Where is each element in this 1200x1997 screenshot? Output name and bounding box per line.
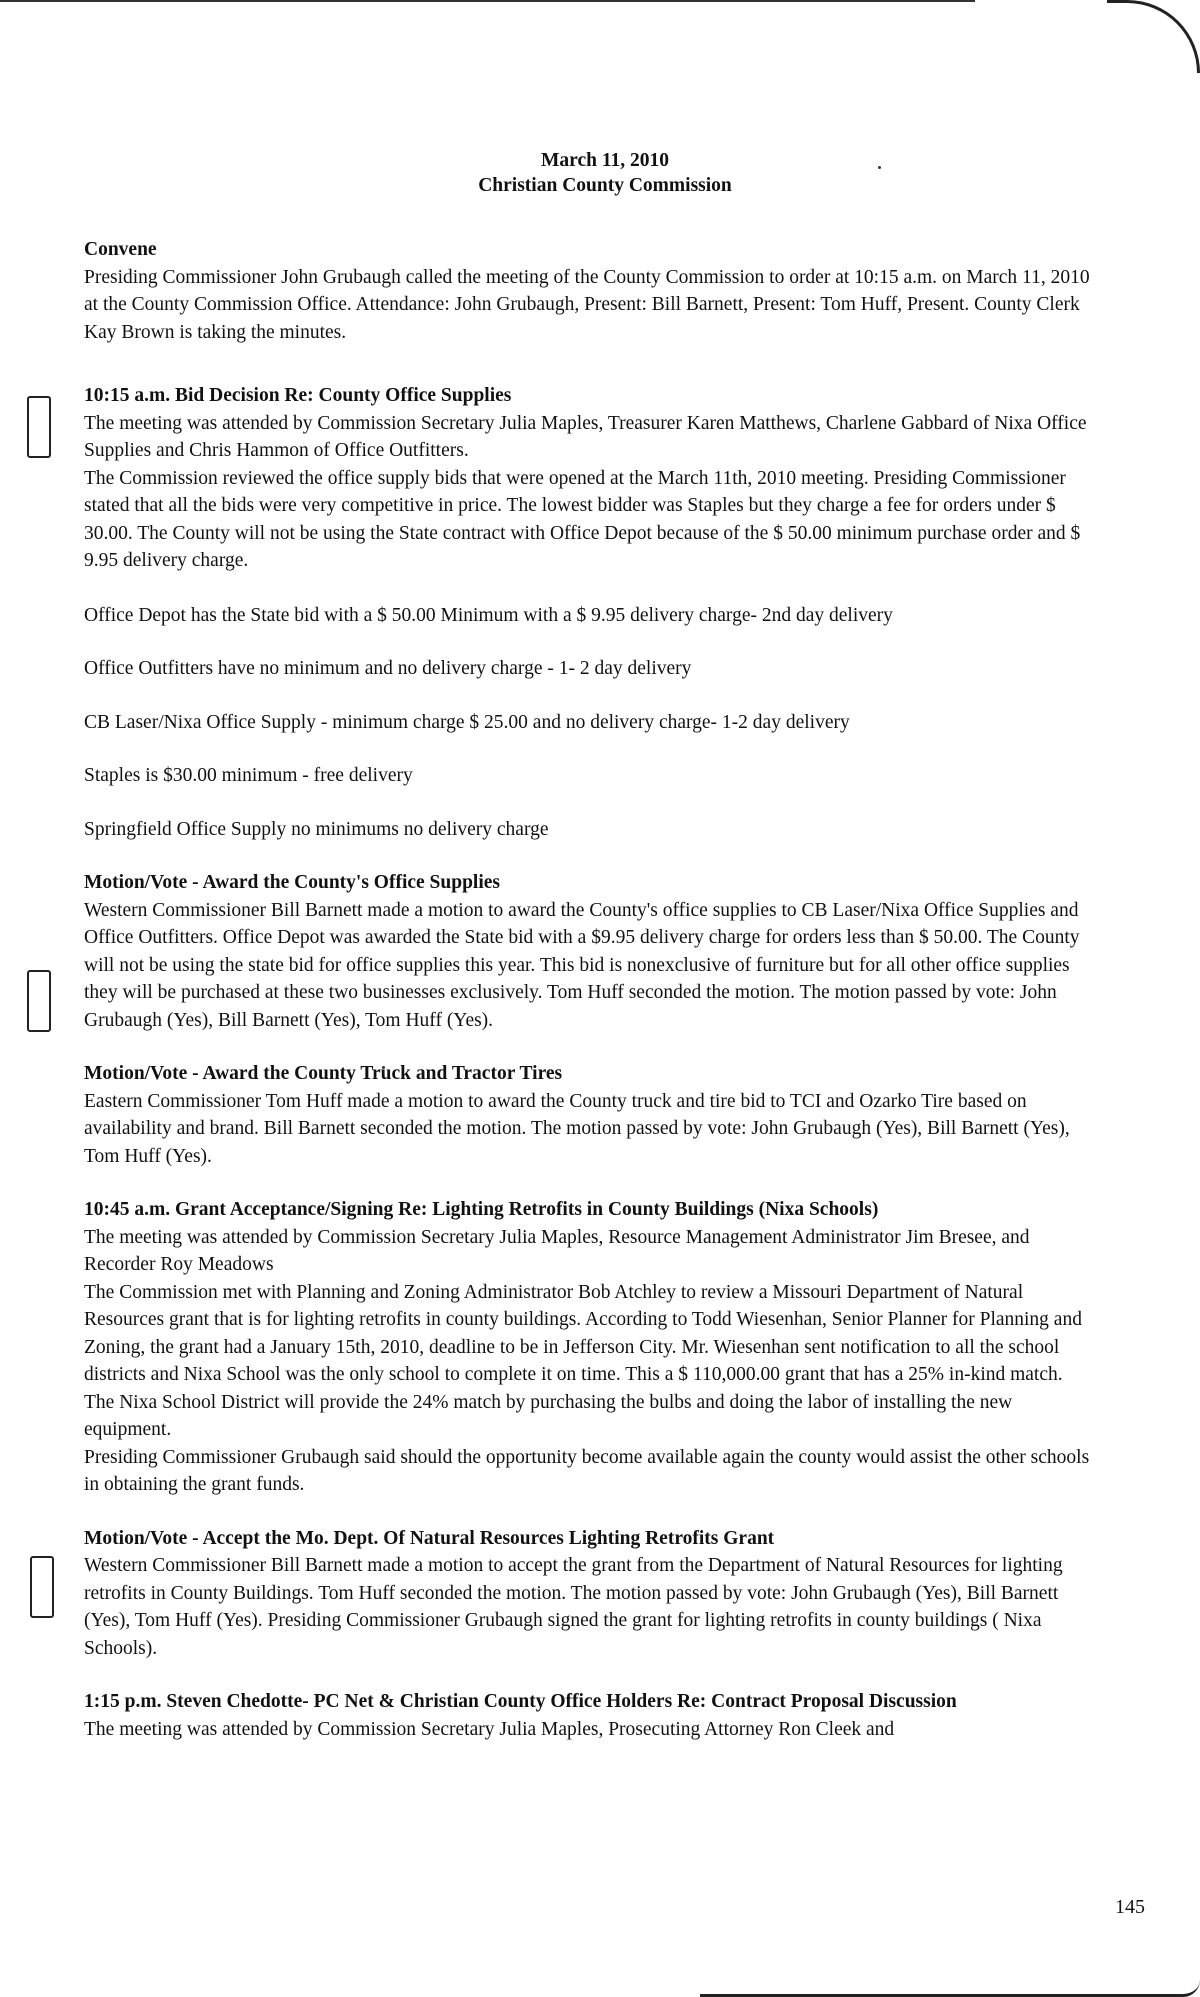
section-paragraph: The Commission met with Planning and Zoning Administrator Bob Atchley to review a Missouri Department of Natural Resources grant that is for lighting retrofits in county buildings. According to Todd Wiesenhan, Senior Planner for Planning and Zoning, the grant had a January 15th, 2010, deadline to be in Jefferson City. Mr. Wiesenhan sent notification to all the school districts and Nixa School was the only school to complete it on time. This a $ 110,000.00 grant that has a 25% in-kind match. The Nixa School District will provide the 24% match by purchasing the bulbs and doing the labor of installing the new equipment. — [84, 1281, 1082, 1440]
bid-line: CB Laser/Nixa Office Supply - minimum charge $ 25.00 and no delivery charge- 1-2 day delivery — [84, 711, 850, 733]
bid-line: Springfield Office Supply no minimums no delivery charge — [84, 818, 549, 840]
section-heading: Motion/Vote - Award the County's Office Supplies — [84, 872, 501, 893]
section-paragraph: Presiding Commissioner John Grubaugh called the meeting of the County Commission to order at 10:15 a.m. on March 11, 2010 at the County Commission Office. Attendance: John Grubaugh, Present: Bill Barnett, Present: Tom Huff, Present. County Clerk Kay Brown is taking the minutes. — [84, 266, 1090, 343]
bid-line: Office Depot has the State bid with a $ 50.00 Minimum with a $ 9.95 delivery charge- 2nd day delivery — [84, 604, 893, 626]
page-edge-top — [0, 0, 975, 5]
section-convene — [84, 236, 1094, 346]
section-heading: Convene — [84, 239, 157, 260]
section-heading: Motion/Vote - Award the County Truck and Tractor Tires — [84, 1063, 563, 1084]
margin-bracket — [27, 396, 51, 458]
meeting-date: March 11, 2010 — [540, 150, 669, 171]
minutes-body — [84, 236, 1094, 1743]
bid-line: Office Outfitters have no minimum and no delivery charge - 1- 2 day delivery — [84, 658, 692, 679]
section-motion-office-supplies — [84, 869, 1094, 1034]
bid-line: Staples is $30.00 minimum - free delivery — [84, 765, 413, 786]
section-motion-tires — [84, 1060, 1094, 1170]
section-paragraph: Eastern Commissioner Tom Huff made a motion to award the County truck and tire bid to TCI and Ozarko Tire based on availability and brand. Bill Barnett seconded the motion. The motion passed by vote: John Grubaugh (Yes), Bill Barnett (Yes), Tom Huff (Yes). — [84, 1090, 1070, 1167]
section-paragraph: The meeting was attended by Commission Secretary Julia Maples, Resource Management Administrator Jim Bresee, and Recorder Roy Meadows — [84, 1226, 1030, 1275]
section-heading: 10:15 a.m. Bid Decision Re: County Office Supplies — [84, 385, 512, 406]
section-paragraph: The meeting was attended by Commission Secretary Julia Maples, Treasurer Karen Matthews, Charlene Gabbard of Nixa Office Supplies and Chris Hammon of Office Outfitters. — [84, 412, 1087, 461]
document-header — [0, 148, 1200, 198]
section-paragraph: Western Commissioner Bill Barnett made a motion to accept the grant from the Department of Natural Resources for lighting retrofits in County Buildings. Tom Huff seconded the motion. The motion passed by vote: John Grubaugh (Yes), Bill Barnett (Yes), Tom Huff (Yes). Presiding Commissioner Grubaugh signed the grant for lighting retrofits in county buildings ( Nixa Schools). — [84, 1555, 1063, 1659]
page-edge-bottom — [700, 1980, 1200, 1997]
section-motion-grant — [84, 1525, 1094, 1663]
section-paragraph: Presiding Commissioner Grubaugh said should the opportunity become available again the county would assist the other schools in obtaining the grant funds. — [84, 1446, 1090, 1495]
page-number: 145 — [1115, 1896, 1145, 1918]
section-contract-proposal — [84, 1688, 1094, 1743]
section-office-supplies-bid — [84, 382, 1094, 843]
section-paragraph: The Commission reviewed the office supply bids that were opened at the March 11th, 2010 meeting. Presiding Commissioner stated that all the bids were very competitive in price. The lowest bidder was Staples but they charge a fee for orders under $ 30.00. The County will not be using the State contract with Office Depot because of the $ 50.00 minimum purchase order and $ 9.95 delivery charge. — [84, 467, 1081, 571]
section-heading: 1:15 p.m. Steven Chedotte- PC Net & Christian County Office Holders Re: Contract Proposal Discussion — [84, 1691, 957, 1712]
margin-bracket — [30, 1556, 54, 1618]
page-corner-curl — [1107, 0, 1200, 73]
section-paragraph: Western Commissioner Bill Barnett made a motion to award the County's office supplies to CB Laser/Nixa Office Supplies and Office Outfitters. Office Depot was awarded the State bid with a $9.95 delivery charge for orders less than $ 50.00. The County will not be using the state bid for office supplies this year. This bid is nonexclusive of furniture but for all other office supplies they will be purchased at these two businesses exclusively. Tom Huff seconded the motion. The motion passed by vote: John Grubaugh (Yes), Bill Barnett (Yes), Tom Huff (Yes). — [84, 899, 1080, 1031]
commission-name: Christian County Commission — [478, 175, 732, 196]
section-paragraph: The meeting was attended by Commission Secretary Julia Maples, Prosecuting Attorney Ron Cleek and — [84, 1718, 895, 1740]
scan-speck — [878, 166, 881, 169]
section-heading: Motion/Vote - Accept the Mo. Dept. Of Natural Resources Lighting Retrofits Grant — [84, 1527, 775, 1549]
section-grant-acceptance — [84, 1196, 1094, 1499]
section-heading: 10:45 a.m. Grant Acceptance/Signing Re: Lighting Retrofits in County Buildings (Nixa Schools) — [84, 1199, 879, 1220]
margin-bracket — [27, 970, 51, 1032]
